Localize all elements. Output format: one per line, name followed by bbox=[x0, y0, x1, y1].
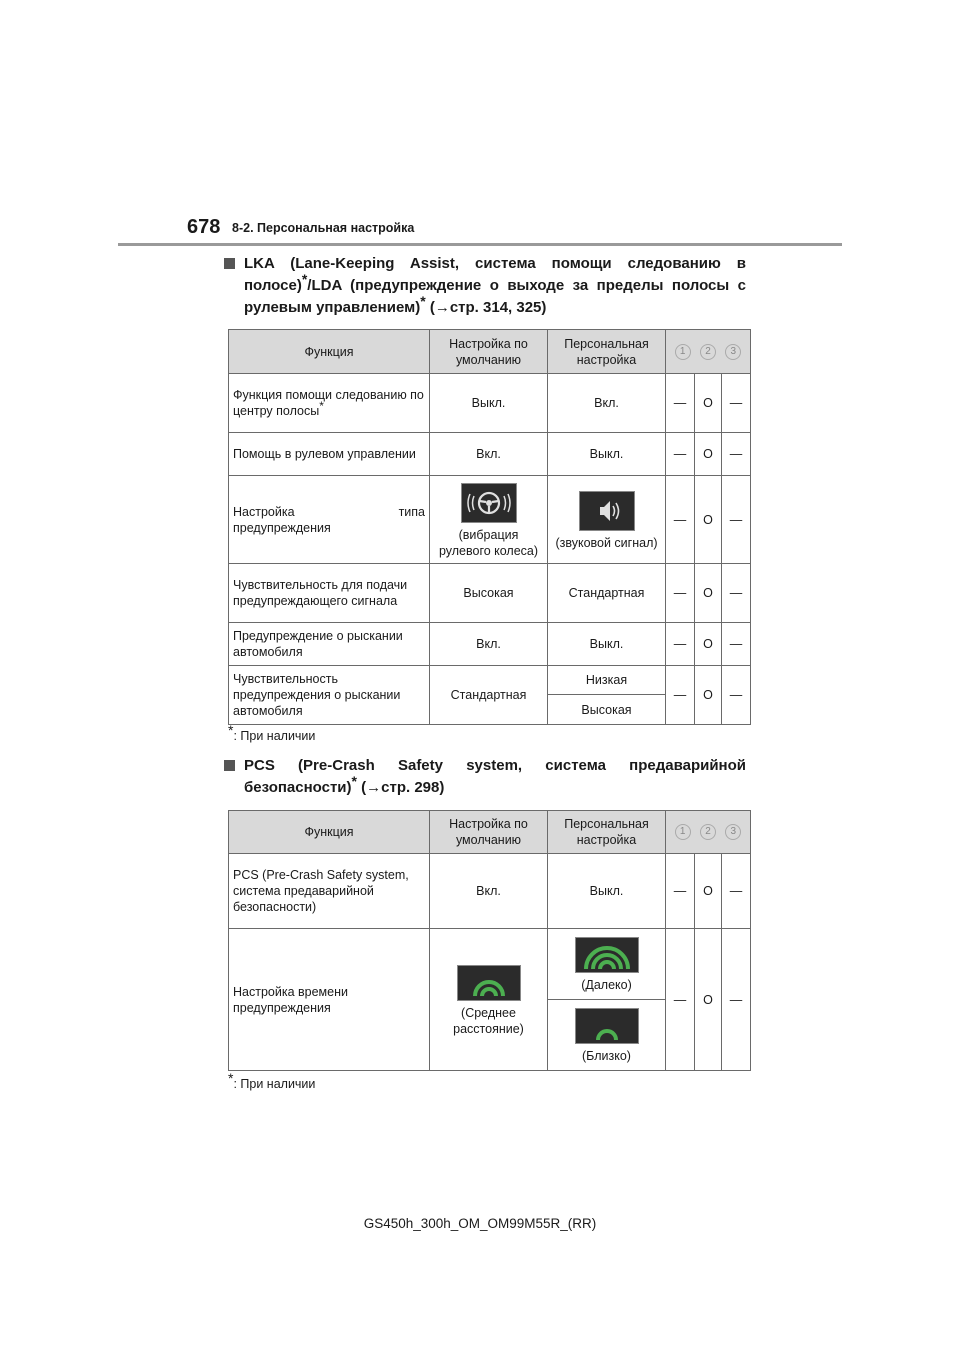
function-name: Настройка типа bbox=[233, 504, 425, 519]
method-3-mark: — bbox=[722, 623, 751, 666]
function-name-line2: предупреждения bbox=[233, 520, 331, 535]
method-3-mark: — bbox=[722, 374, 751, 433]
method-3-mark: — bbox=[722, 433, 751, 476]
document-code: GS450h_300h_OM_OM99M55R_(RR) bbox=[363, 1216, 597, 1231]
table-header-row bbox=[229, 330, 751, 374]
table-row bbox=[229, 929, 751, 1000]
lka-settings-table bbox=[228, 329, 751, 725]
default-value: Стандартная bbox=[430, 666, 548, 725]
method-3-mark: — bbox=[722, 854, 751, 929]
default-value: Вкл. bbox=[430, 623, 548, 666]
method-3-icon: 3 bbox=[725, 824, 741, 840]
heading-text: (→стр. 314, 325) bbox=[425, 299, 547, 316]
heading-text: /LDA (предупреждение о выходе за пределы полосы с рулевым управлением) bbox=[244, 277, 746, 316]
method-2-icon: 2 bbox=[700, 824, 716, 840]
header-rule bbox=[118, 243, 842, 246]
warning-timing-near-icon bbox=[575, 1008, 639, 1044]
custom-value: Высокая bbox=[548, 695, 666, 725]
method-2-mark: O bbox=[695, 854, 722, 929]
method-3-mark: — bbox=[722, 929, 751, 1071]
function-name: Настройка времени предупреждения bbox=[229, 929, 430, 1071]
steering-wheel-vibration-icon bbox=[461, 483, 517, 523]
table-row bbox=[229, 666, 751, 695]
method-2-icon: 2 bbox=[700, 344, 716, 360]
table-row bbox=[229, 476, 751, 564]
footnote: *: При наличии bbox=[228, 1069, 316, 1091]
function-name: PCS (Pre-Crash Safety system, система предаварийной безопасности) bbox=[229, 854, 430, 929]
asterisk: * bbox=[228, 1069, 234, 1086]
method-1-mark: — bbox=[666, 929, 695, 1071]
table-row bbox=[229, 433, 751, 476]
function-name: Чувствительность предупреждения о рыскании автомобиля bbox=[229, 666, 430, 725]
square-bullet-icon bbox=[224, 258, 235, 269]
table-row bbox=[229, 374, 751, 433]
asterisk: * bbox=[301, 271, 308, 287]
custom-value: Выкл. bbox=[548, 433, 666, 476]
method-1-mark: — bbox=[666, 854, 695, 929]
speaker-buzzer-icon bbox=[579, 491, 635, 531]
method-2-mark: O bbox=[695, 374, 722, 433]
method-2-mark: O bbox=[695, 564, 722, 623]
col-default: Настройка по умолчанию bbox=[430, 330, 548, 374]
method-1-mark: — bbox=[666, 623, 695, 666]
section2-heading bbox=[224, 755, 746, 799]
icon-caption: (вибрация рулевого колеса) bbox=[438, 527, 539, 558]
col-custom: Персональная настройка bbox=[548, 811, 666, 854]
method-1-icon: 1 bbox=[675, 344, 691, 360]
method-1-mark: — bbox=[666, 476, 695, 564]
method-2-mark: O bbox=[695, 666, 722, 725]
col-function: Функция bbox=[229, 330, 430, 374]
default-value: Высокая bbox=[430, 564, 548, 623]
icon-caption: (Далеко) bbox=[581, 978, 632, 992]
custom-value: Стандартная bbox=[548, 564, 666, 623]
asterisk: * bbox=[228, 721, 234, 738]
icon-caption: (Среднее расстояние) bbox=[453, 1005, 524, 1036]
custom-value: Вкл. bbox=[548, 374, 666, 433]
method-3-mark: — bbox=[722, 564, 751, 623]
table-row bbox=[229, 623, 751, 666]
function-name: Функция помощи следованию по центру полосы bbox=[233, 388, 424, 418]
function-name: Помощь в рулевом управлении bbox=[229, 433, 430, 476]
custom-value: Низкая bbox=[548, 666, 666, 695]
page-number: 678 bbox=[187, 216, 221, 238]
method-3-mark: — bbox=[722, 666, 751, 725]
col-methods bbox=[666, 330, 751, 374]
section1-heading bbox=[224, 253, 746, 319]
col-function: Функция bbox=[229, 811, 430, 854]
pcs-settings-table bbox=[228, 810, 751, 1071]
heading-text: PCS (Pre-Crash Safety system, система предаварийной безопасности) bbox=[244, 757, 746, 796]
warning-timing-far-icon bbox=[575, 937, 639, 973]
method-3-mark: — bbox=[722, 476, 751, 564]
default-value: Вкл. bbox=[430, 854, 548, 929]
method-1-mark: — bbox=[666, 666, 695, 725]
function-name: Предупреждение о рыскании автомобиля bbox=[229, 623, 430, 666]
asterisk: * bbox=[420, 293, 426, 309]
section-title: 8-2. Персональная настройка bbox=[232, 221, 415, 235]
method-1-mark: — bbox=[666, 374, 695, 433]
footnote: *: При наличии bbox=[228, 721, 316, 743]
method-2-mark: O bbox=[695, 929, 722, 1071]
square-bullet-icon bbox=[224, 760, 235, 771]
heading-text: (→стр. 298) bbox=[356, 779, 445, 796]
warning-timing-middle-icon bbox=[457, 965, 521, 1001]
asterisk: * bbox=[351, 773, 357, 789]
method-1-mark: — bbox=[666, 433, 695, 476]
custom-value: Выкл. bbox=[548, 623, 666, 666]
col-default: Настройка по умолчанию bbox=[430, 811, 548, 854]
function-name: Чувствительность для подачи предупреждающего сигнала bbox=[229, 564, 430, 623]
table-header-row bbox=[229, 811, 751, 854]
method-2-mark: O bbox=[695, 623, 722, 666]
method-2-mark: O bbox=[695, 476, 722, 564]
method-3-icon: 3 bbox=[725, 344, 741, 360]
custom-value: Выкл. bbox=[548, 854, 666, 929]
table-row bbox=[229, 564, 751, 623]
heading-text: LKA (Lane-Keeping Assist, система помощи следованию в полосе) bbox=[244, 255, 746, 294]
icon-caption: (Близко) bbox=[582, 1049, 631, 1063]
default-value: Выкл. bbox=[430, 374, 548, 433]
col-custom: Персональная настройка bbox=[548, 330, 666, 374]
asterisk: * bbox=[319, 398, 324, 413]
col-methods bbox=[666, 811, 751, 854]
default-value: Вкл. bbox=[430, 433, 548, 476]
method-1-icon: 1 bbox=[675, 824, 691, 840]
table-row bbox=[229, 854, 751, 929]
icon-caption: (звуковой сигнал) bbox=[555, 535, 658, 550]
method-2-mark: O bbox=[695, 433, 722, 476]
method-1-mark: — bbox=[666, 564, 695, 623]
